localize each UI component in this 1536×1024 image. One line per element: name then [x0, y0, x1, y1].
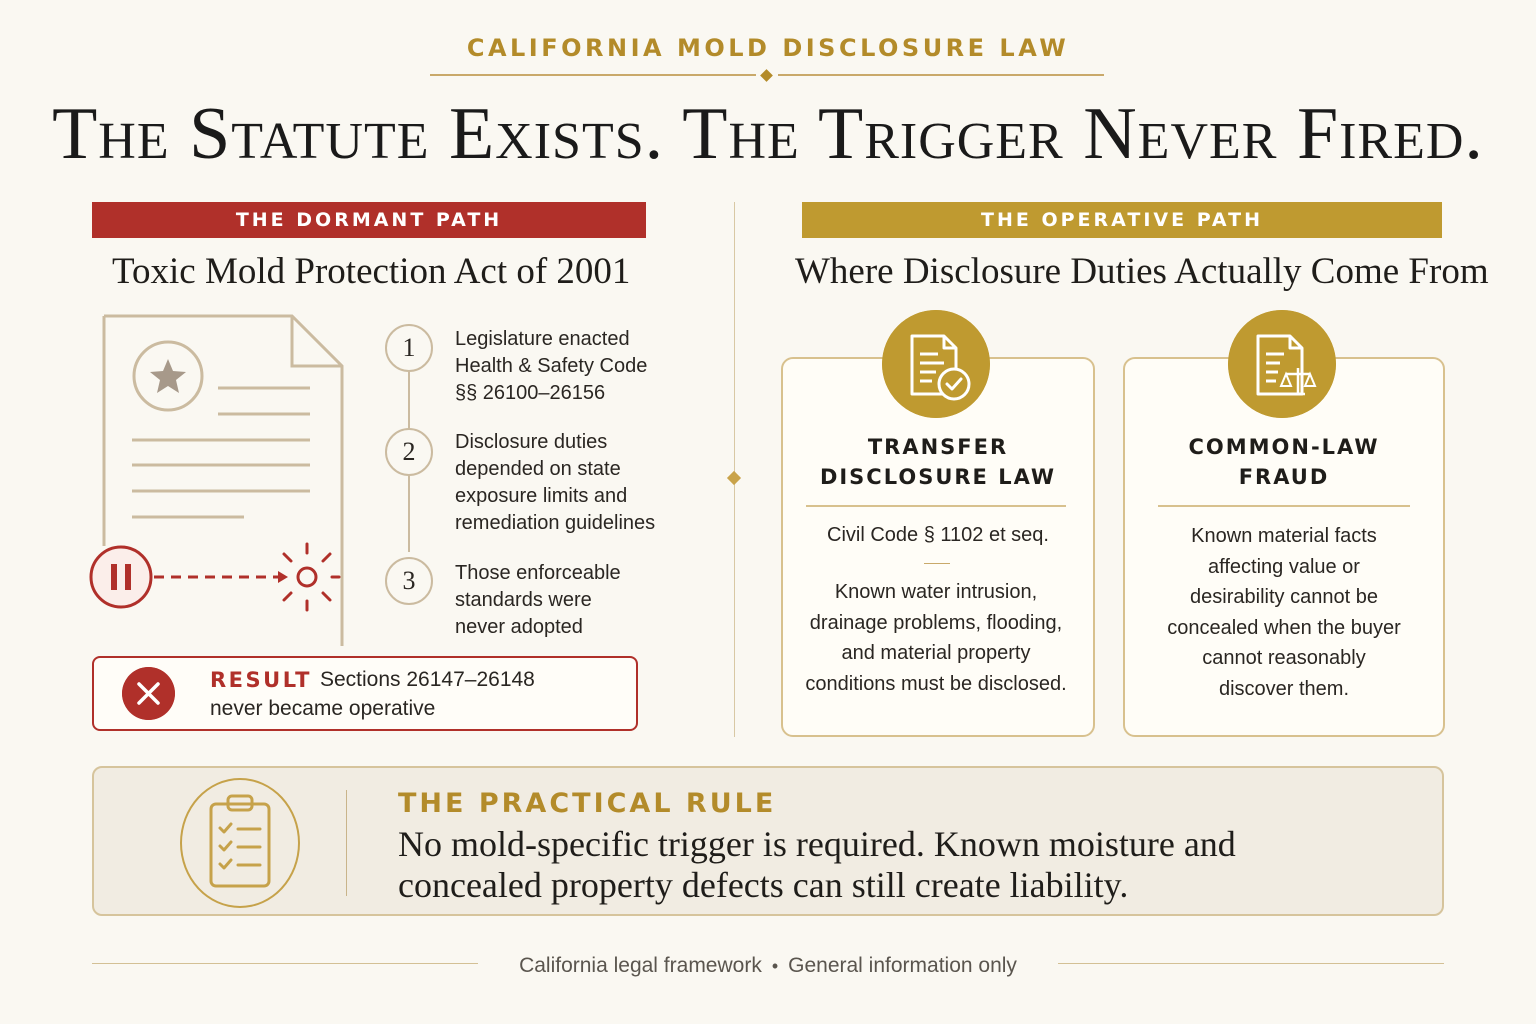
- result-text-line1: Sections 26147–26148: [320, 668, 535, 691]
- card-divider: [806, 505, 1066, 507]
- card-body: Known material facts affecting value or desirability cannot be concealed when the buyer cannot reasonably discover them.: [1167, 525, 1401, 700]
- card-small-divider: [924, 563, 950, 564]
- step-number: 2: [385, 428, 433, 476]
- step-text: Legislature enacted Health & Safety Code §§ 26100–26156: [455, 328, 648, 404]
- eyebrow-label: CALIFORNIA MOLD DISCLOSURE LAW: [466, 34, 1070, 62]
- page-title: The Statute Exists. The Trigger Never Fired.: [52, 93, 1484, 175]
- card-citation: Civil Code § 1102 et seq.: [827, 524, 1049, 546]
- footer-left-text: California legal framework: [519, 954, 762, 977]
- operative-heading: Where Disclosure Duties Actually Come From: [795, 251, 1489, 292]
- footer-separator: •: [771, 956, 779, 976]
- step-number: 1: [385, 324, 433, 372]
- document-scales-icon: [1228, 310, 1336, 418]
- result-label: RESULT: [210, 668, 312, 692]
- operative-path-band: THE OPERATIVE PATH: [802, 202, 1442, 238]
- footer: [0, 954, 1536, 978]
- close-icon: [122, 667, 175, 720]
- dormant-heading: Toxic Mold Protection Act of 2001: [112, 251, 631, 292]
- card-title: TRANSFER DISCLOSURE LAW: [819, 435, 1057, 489]
- footer-right-text: General information only: [788, 954, 1017, 977]
- center-divider: [734, 202, 735, 737]
- dormant-path-band: THE DORMANT PATH: [92, 202, 646, 238]
- card-divider: [1158, 505, 1410, 507]
- diamond-ornament: [760, 69, 773, 82]
- clipboard-checklist-icon: [206, 792, 274, 892]
- card-body: Known water intrusion, drainage problems, flooding, and material property conditions must be disclosed.: [805, 581, 1067, 695]
- dormant-trigger-illustration: [88, 540, 348, 614]
- card-title: COMMON-LAW FRAUD: [1188, 435, 1380, 489]
- step-number: 3: [385, 557, 433, 605]
- diamond-ornament: [727, 471, 741, 485]
- practical-rule-text: No mold-specific trigger is required. Known moisture and concealed property defects can still create liability.: [398, 824, 1236, 905]
- eyebrow-rule-left: [430, 74, 756, 76]
- practical-rule-divider: [346, 790, 347, 896]
- step-text: Those enforceable standards were never adopted: [455, 562, 621, 638]
- document-check-icon: [882, 310, 990, 418]
- eyebrow-rule-right: [778, 74, 1104, 76]
- practical-rule-label: THE PRACTICAL RULE: [398, 788, 777, 819]
- result-text-line2: never became operative: [210, 697, 436, 720]
- step-text: Disclosure duties depended on state exposure limits and remediation guidelines: [455, 431, 656, 534]
